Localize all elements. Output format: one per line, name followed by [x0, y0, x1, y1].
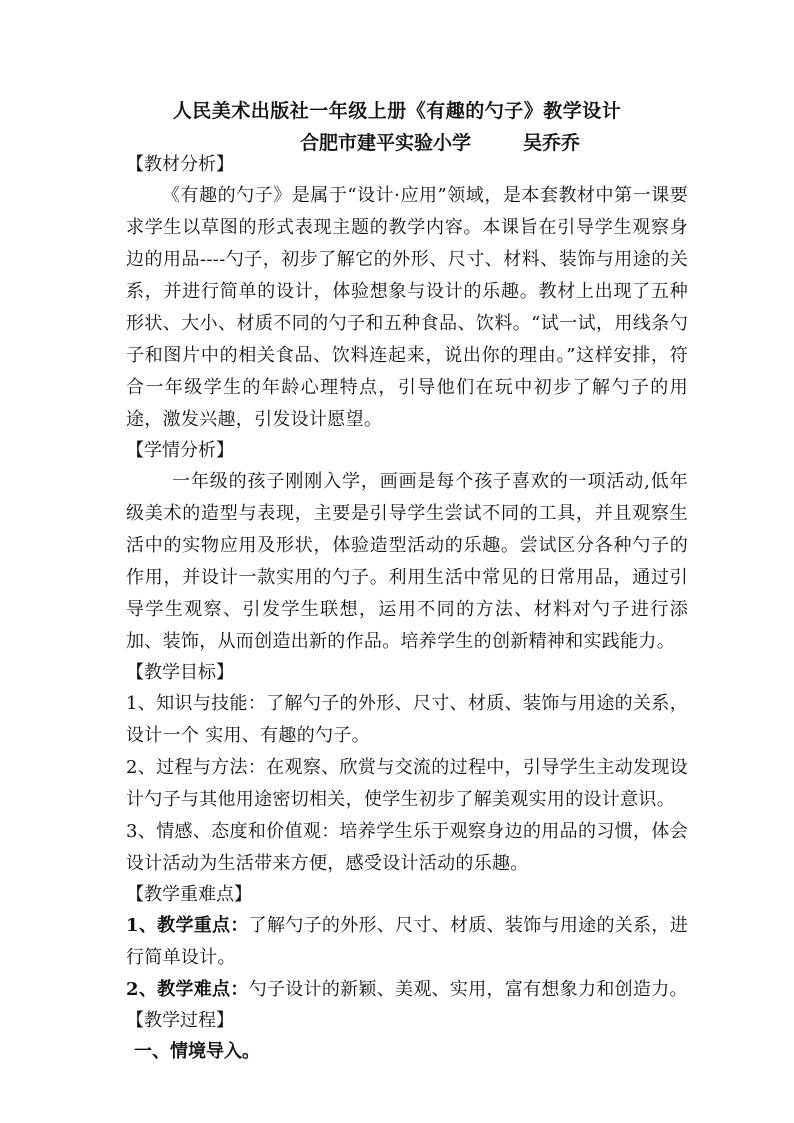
- section-heading-key-points: 【教学重难点】: [126, 884, 252, 905]
- key-difficulty-label: 2、教学难点：: [126, 979, 249, 1000]
- document-title: 人民美术出版社一年级上册《有趣的勺子》教学设计: [172, 100, 622, 122]
- section-heading-students: 【学情分析】: [126, 440, 234, 461]
- students-paragraph: 一年级的孩子刚刚入学，画画是每个孩子喜欢的一项活动,低年级美术的造型与表现，主要是引导学生尝试不同的工具，并且观察生活中的实物应用及形状，体验造型活动的乐趣。尝试区分各种勺子的作用，并设计一款实用的勺子。利用生活中常见的日常用品，通过引导学生观察、引发学生联想，运用不同的方法、材料对勺子进行添加、装饰，从而创造出新的作品。培养学生的创新精神和实践能力。: [126, 471, 688, 652]
- section-textbook-analysis: [126, 150, 688, 436]
- key-difficulty-item: [126, 974, 688, 1006]
- section-heading-textbook: 【教材分析】: [126, 154, 234, 175]
- author-name: 吴乔乔: [523, 132, 581, 154]
- key-focus-text: 了解勺子的外形、尺寸、材质、装饰与用途的关系，进行简单设计。: [126, 915, 689, 968]
- school-name: 合肥市建平实验小学: [300, 132, 472, 154]
- document-body: [126, 150, 688, 1068]
- section-student-analysis: [126, 436, 688, 658]
- key-focus-item: [126, 910, 688, 974]
- section-teaching-process: [126, 1006, 688, 1068]
- section-heading-process: 【教学过程】: [126, 1010, 234, 1031]
- process-step-1: 一、情境导入。: [134, 1041, 260, 1062]
- textbook-paragraph: 《有趣的勺子》是属于“设计·应用”领域，是本套教材中第一课要求学生以草图的形式表现主题的教学内容。本课旨在引导学生观察身边的用品----勺子，初步了解它的外形、尺寸、材料、装饰与用途的关系，并进行简单的设计，体验想象与设计的乐趣。教材上出现了五种形状、大小、材质不同的勺子和五种食品、饮料。“试一试，用线条勺子和图片中的相关食品、饮料连起来，说出你的理由。”这样安排，符合一年级学生的年龄心理特点，引导他们在玩中初步了解勺子的用途，激发兴趣，引发设计愿望。: [126, 185, 688, 430]
- goal-item: 3、情感、态度和价值观：培养学生乐于观察身边的用品的习惯，体会设计活动为生活带来方便，感受设计活动的乐趣。: [126, 821, 688, 874]
- section-key-points: [126, 880, 688, 1006]
- goal-item: 2、过程与方法：在观察、欣赏与交流的过程中，引导学生主动发现设计勺子与其他用途密切相关，使学生初步了解美观实用的设计意识。: [126, 757, 688, 810]
- key-focus-label: 1、教学重点：: [126, 915, 249, 936]
- section-teaching-goals: [126, 658, 688, 880]
- goal-item: 1、知识与技能：了解勺子的外形、尺寸、材质、装饰与用途的关系，设计一个 实用、有趣的勺子。: [126, 693, 688, 746]
- section-heading-goals: 【教学目标】: [126, 662, 234, 683]
- key-difficulty-text: 勺子设计的新颖、美观、实用，富有想象力和创造力。: [248, 979, 688, 1000]
